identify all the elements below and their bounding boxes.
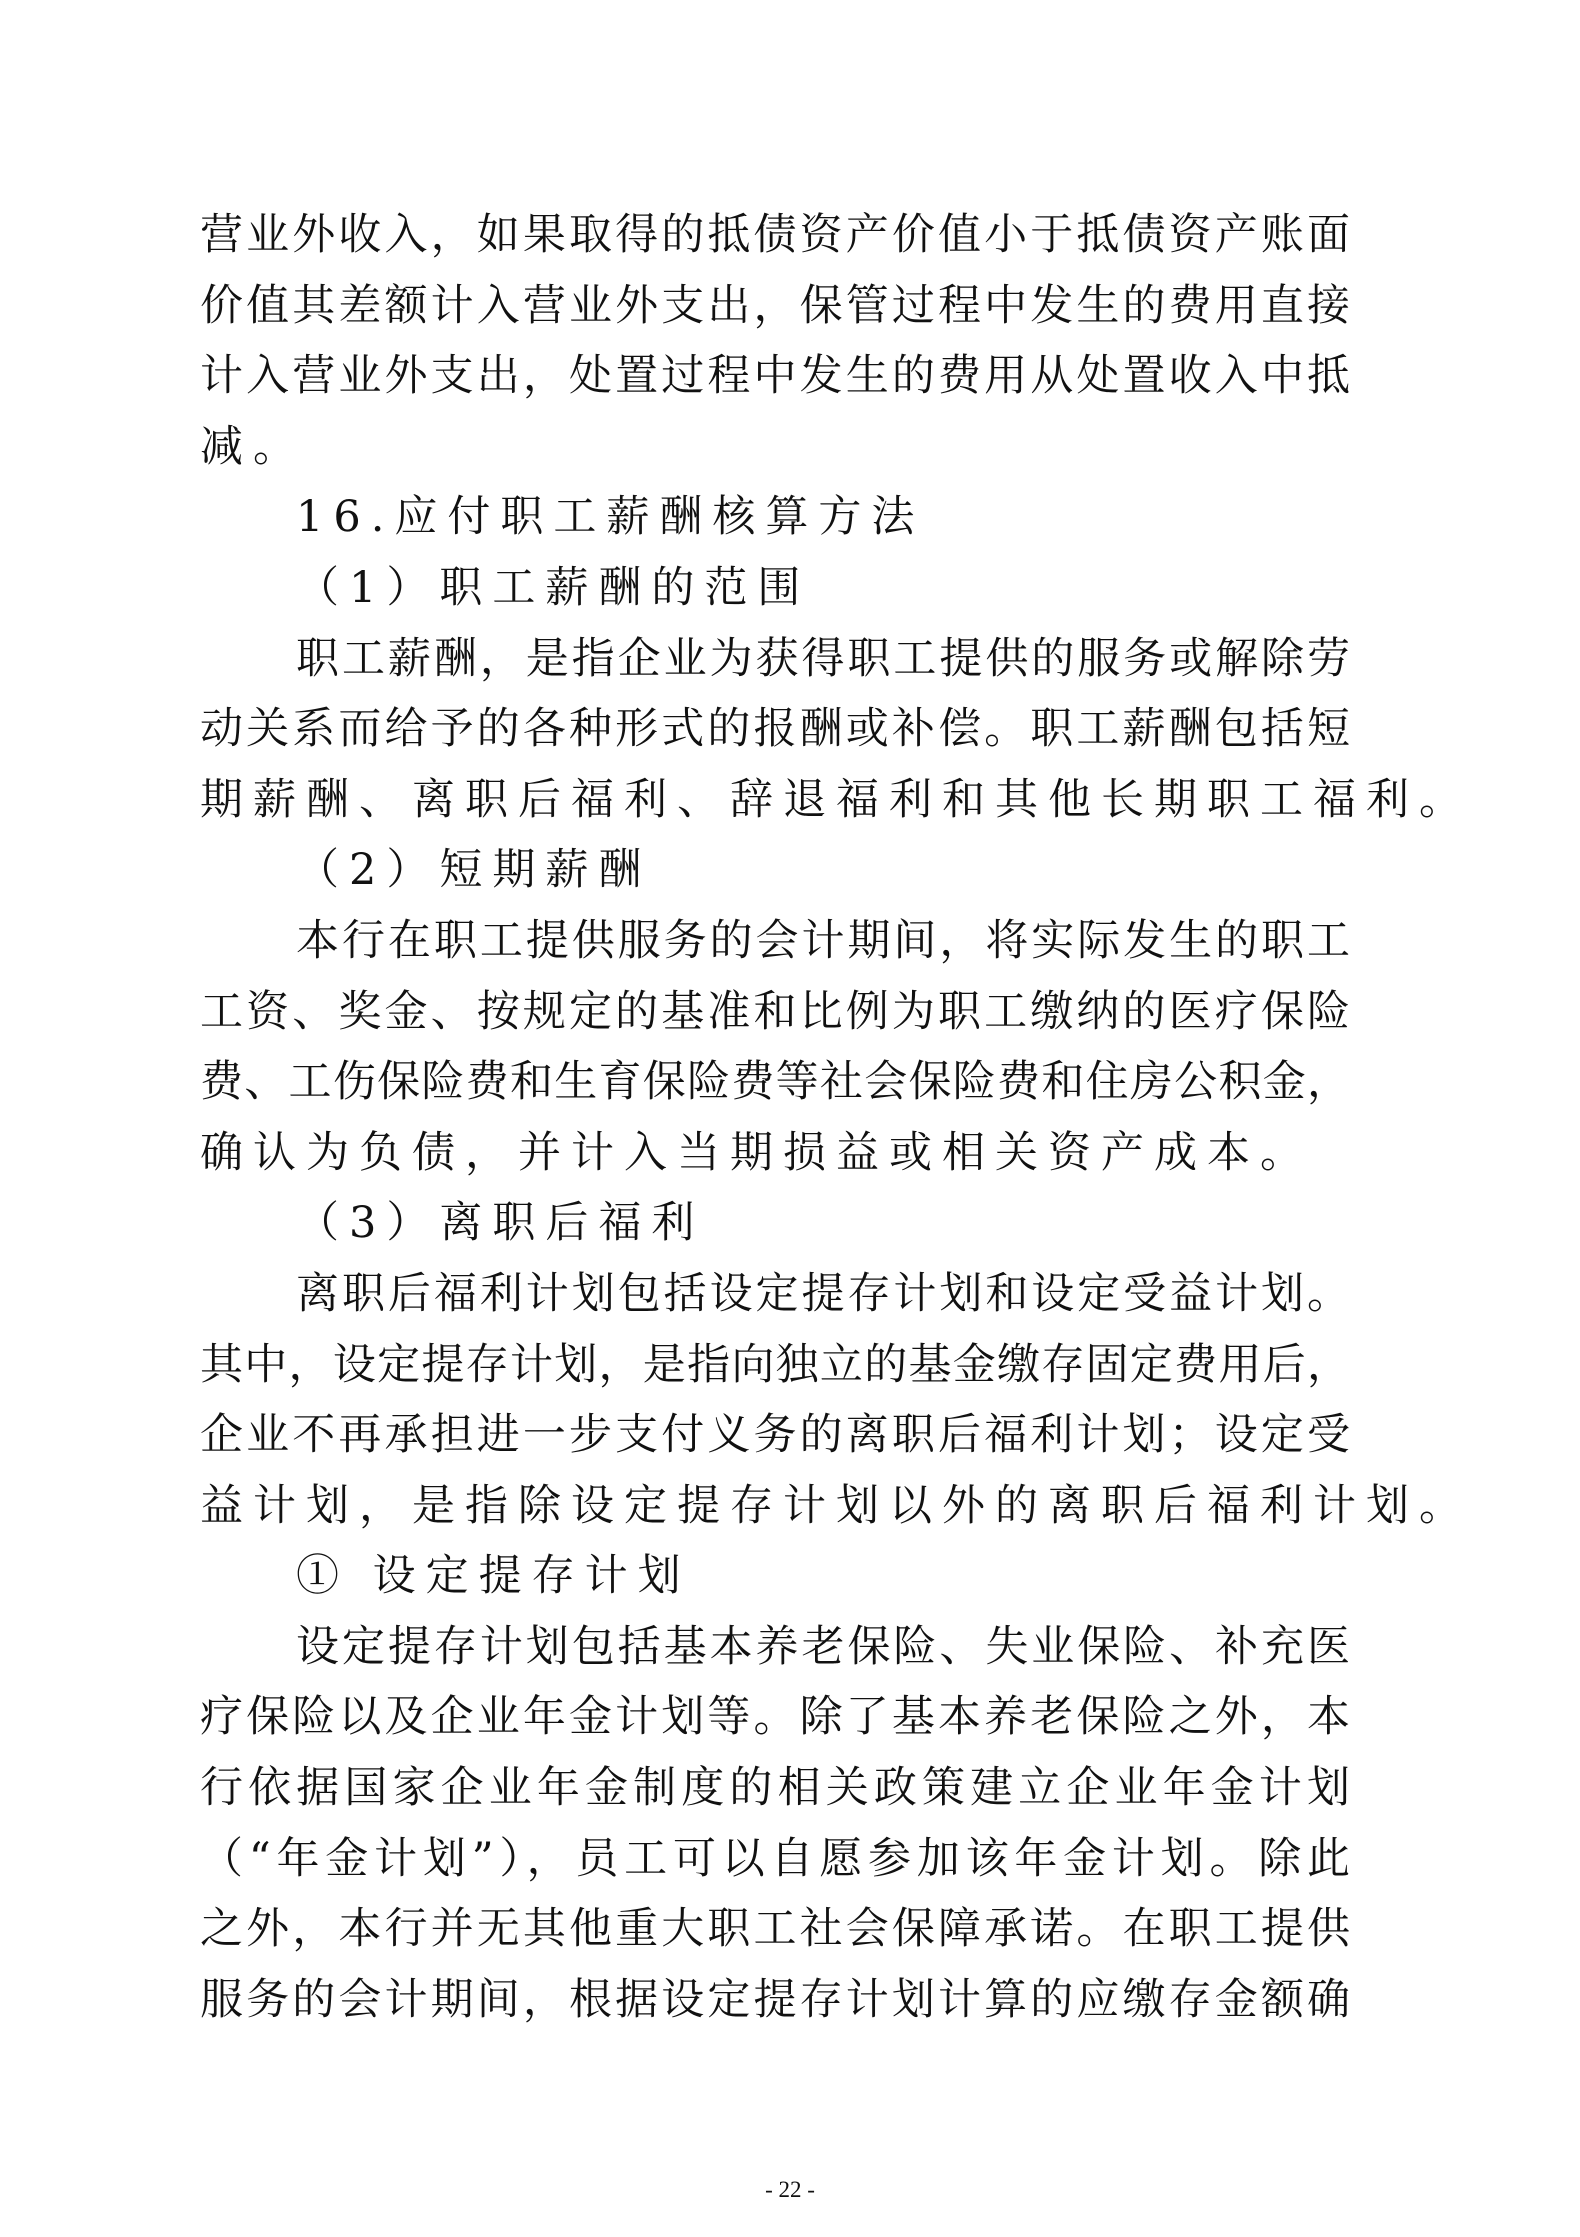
document-body — [200, 200, 1472, 2035]
paragraph-line: 企业不再承担进一步支付义务的离职后福利计划；设定受 — [200, 1410, 1350, 1461]
paragraph-line: 设定提存计划包括基本养老保险、失业保险、补充医 — [296, 1621, 1350, 1672]
paragraph-line: 服务的会计期间，根据设定提存计划计算的应缴存金额确 — [200, 1974, 1350, 2025]
paragraph-line: 确认为负债，并计入当期损益或相关资产成本。 — [200, 1127, 1313, 1178]
subsection-heading: （2）短期薪酬 — [296, 845, 652, 896]
paragraph-line: 职工薪酬，是指企业为获得职工提供的服务或解除劳 — [296, 633, 1350, 684]
page-number: - 22 - — [765, 2177, 815, 2202]
paragraph-line: 计入营业外支出，处置过程中发生的费用从处置收入中抵 — [200, 351, 1350, 402]
paragraph-line: 行依据国家企业年金制度的相关政策建立企业年金计划 — [200, 1763, 1350, 1814]
paragraph-line: 营业外收入，如果取得的抵债资产价值小于抵债资产账面 — [200, 210, 1350, 260]
paragraph-line: 益计划，是指除设定提存计划以外的离职后福利计划。 — [200, 1480, 1472, 1531]
paragraph-line: 离职后福利计划包括设定提存计划和设定受益计划。 — [296, 1268, 1350, 1319]
subsection-heading: （1）职工薪酬的范围 — [296, 562, 811, 613]
paragraph-line: 价值其差额计入营业外支出，保管过程中发生的费用直接 — [200, 280, 1350, 331]
paragraph-line: 期薪酬、离职后福利、辞退福利和其他长期职工福利。 — [200, 774, 1472, 825]
paragraph-line: 其中，设定提存计划，是指向独立的基金缴存固定费用后， — [200, 1339, 1350, 1390]
subsection-heading: ① 设定提存计划 — [296, 1551, 691, 1602]
paragraph-line: 之外，本行并无其他重大职工社会保障承诺。在职工提供 — [200, 1904, 1350, 1955]
paragraph-line: 工资、奖金、按规定的基准和比例为职工缴纳的医疗保险 — [200, 986, 1350, 1037]
paragraph-line: （“年金计划”），员工可以自愿参加该年金计划。除此 — [200, 1833, 1350, 1884]
paragraph-line: 减。 — [200, 421, 306, 472]
subsection-heading: （3）离职后福利 — [296, 1198, 705, 1249]
paragraph-line: 疗保险以及企业年金计划等。除了基本养老保险之外，本 — [200, 1692, 1350, 1743]
paragraph-line: 费、工伤保险费和生育保险费等社会保险费和住房公积金， — [200, 1057, 1350, 1108]
paragraph-line: 动关系而给予的各种形式的报酬或补偿。职工薪酬包括短 — [200, 704, 1350, 755]
paragraph-line: 本行在职工提供服务的会计期间，将实际发生的职工 — [296, 915, 1350, 966]
section-heading: 16.应付职工薪酬核算方法 — [296, 492, 925, 543]
